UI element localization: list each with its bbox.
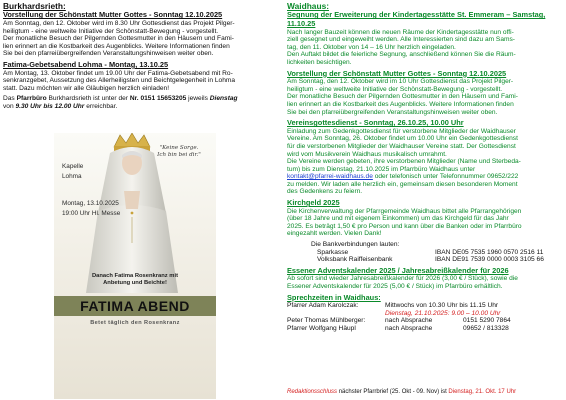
text-line: Sie bei den pfarreiübergreifenden Veranstaltungshinweisen weiter oben. (287, 108, 498, 116)
section-heading-fatima: Fatima-Gebetsabend Lohma - Montag, 13.10.25 (3, 59, 169, 69)
email-link[interactable]: kontakt@pfarrei-waidhaus.de (287, 173, 373, 181)
text-line: Den Auftakt bildet die feierliche Segnung, anschließend können Sie die Räum- (287, 51, 516, 59)
text-line: Am Sonntag, den 12. Oktober wird im 8.30 Uhr Gottesdienst das Projekt Pilger- (3, 20, 235, 27)
text-line: 2025. Es beträgt 1,50 € pro Person und kann über die Banken oder im Pfarrbüro (287, 222, 522, 230)
section-heading-kita-1: Segnung der Erweiterung der Kindertagesstätte St. Emmeram – Samstag, (287, 10, 546, 20)
footer-deadline: Redaktionsschluss nächster Pfarrbrief (25. Okt - 09. Nov) ist Dienstag, 21. Okt. 17 Uhr (287, 389, 517, 395)
bank-name: Sparkasse (317, 248, 349, 256)
poster-rosary-text (54, 273, 216, 288)
right-title: Waidhaus: (287, 1, 330, 11)
text-line: Einladung zum Gedenkgottesdienst für verstorbene Mitglieder der Waidhauser (287, 127, 516, 135)
hours-row: Peter Thomas Mühlberger: nach Absprache 0151 5290 7864 (287, 317, 511, 325)
text-line: Die Vereine werden gebeten, ihre verstorbenen Mitglieder (Name und Sterbeda- (287, 158, 521, 166)
text-line: Am Montag, 13. Oktober findet um 19.00 Uhr der Fatima-Gebetsabend mit Ro- (3, 69, 233, 77)
section-heading-kalender: Essener Adventskalender 2025 / Jahresabreißkalender für 2026 (287, 265, 509, 275)
email-line: kontakt@pfarrei-waidhaus.de oder telefonisch unter Telefonnummer 09652/222 (287, 173, 519, 181)
poster-prayer: Betet täglich den Rosenkranz (90, 320, 180, 326)
text-line: heiligtum - eine weltweite Initiative der Schönstatt-Bewegung - vorgestellt. (3, 27, 219, 35)
text-line: Am Sonntag, den 12. Oktober wird im 10 Uhr Gottesdienst das Projekt Pilger- (287, 78, 514, 86)
bank-row (287, 256, 563, 264)
poster-date: Montag, 13.10.2025 (62, 200, 119, 207)
poster-place-2: Lohma (62, 173, 82, 180)
poster-quote: "Keine Sorge. Ich bin bei dir." (157, 145, 201, 158)
bank-row (287, 249, 563, 257)
section-heading-sprechzeiten: Sprechzeiten in Waidhaus: (287, 292, 381, 302)
text-line: wird vom Musikverein Waidhaus musikalisch umrahmt. (287, 150, 447, 158)
text-line: Die Kirchenverwaltung der Pfarrgemeinde Waidhaus bittet alle Pfarrangehörigen (287, 207, 522, 215)
text-line: Essener Adventskalender für 2025 (5,00 € / Stück) im Pfarrbüro erhältlich. (287, 283, 503, 290)
fatima-poster (54, 133, 216, 399)
section-heading-kita-2: 11.10.25 (287, 19, 316, 28)
left-column (3, 2, 273, 111)
poster-rosary-line-1: Danach Fatima Rosenkranz mit (91, 273, 178, 279)
hours-row: Dienstag, 21.10.2025: 9.00 – 10.00 Uhr (385, 309, 501, 317)
poster-banner: FATIMA ABEND (54, 296, 216, 316)
section-heading-schoenstatt-waidhaus: Vorstellung der Schönstatt Mutter Gottes - Sonntag 12.10.2025 (287, 68, 507, 78)
hours-row: Pfarrer Adam Karolczak: Mittwochs von 10.30 Uhr bis 11.15 Uhr (287, 302, 499, 310)
text-line: lien erinnert an die Kostbarkeit des Augenblicks. Weitere Informationen finden (3, 42, 230, 50)
section-text-schoenstatt (3, 20, 273, 58)
bank-iban: IBAN DE91 7539 0000 0003 3105 66 (435, 256, 544, 264)
text-line: Der monatliche Besuch der Pilgernden Gottesmutter in den Häusern und Fami- (287, 93, 518, 101)
text-line: des Gedenkens zu feiern. (287, 188, 363, 196)
text-line: Der monatliche Besuch der Pilgernden Gottesmutter in den Häusern und Fami- (3, 35, 234, 43)
left-title: Burkhardsrieth: (3, 1, 66, 11)
section-heading-kirchgeld: Kirchgeld 2025 (287, 198, 340, 208)
text-line: tag, den 11. Oktober von 14 – 16 Uhr herzlich eingeladen. (287, 43, 456, 51)
hours-row: Pfarrer Wolfgang Häupl nach Absprache 09652 / 813328 (287, 324, 509, 332)
bank-name: Volksbank Raiffeisenbank (317, 256, 393, 264)
section-heading-schoenstatt: Vorstellung der Schönstatt Mutter Gottes - Sonntag 12.10.2025 (3, 10, 223, 20)
poster-place-1: Kapelle (62, 163, 84, 170)
section-heading-vereinsgottesdienst: Vereinsgottesdienst - Sonntag, 26.10.25, 10.00 Uhr (287, 118, 464, 128)
text-line: Ab sofort sind wieder Jahresabreißkalender für 2026 (3,00 € / Stück), sowie die (287, 275, 518, 283)
bank-iban: IBAN DE05 7535 1960 0570 2516 11 (435, 248, 544, 256)
text-line: eingezahlt werden. Vielen Dank! (287, 230, 382, 238)
text-line: tum) bis zum Dienstag, 21.10.2025 im Pfarrbüro Waidhaus unter (287, 165, 476, 173)
office-hours-text-2: von 9.30 Uhr bis 12.00 Uhr erreichbar. (3, 102, 118, 110)
text-line: heiligtum - eine weltweite Initiative der Schönstatt-Bewegung - vorgestellt. (287, 85, 503, 93)
text-line: ziell gesegnet und eingeweiht werden. Alle Interessierten sind dazu am Sams- (287, 36, 515, 44)
text-line: (über 18 Jahre und mit eigenem Einkommen) um das Kirchgeld für das Jahr (287, 215, 509, 223)
section-text-fatima (3, 70, 273, 93)
office-hours-text: Das Pfarrbüro Burkhardsrieth ist unter der Nr. 0151 15653205 jeweils Dienstag (3, 95, 238, 103)
text-line: zu melden. Wir laden alle herzlich ein, gemeinsam diesen besonderen Moment (287, 180, 518, 188)
text-line: senkranzgebet, Aussetzung des Allerheiligsten und Beichtgelegenheit in Lohma (3, 77, 236, 85)
text-line: statt. Dazu möchten wir alle Gläubigen herzlich einladen! (3, 84, 170, 92)
right-column (287, 2, 563, 333)
text-line: lichkeiten besichtigen. (287, 58, 352, 66)
bank-intro: Die Bankverbindungen lauten: (311, 241, 400, 249)
text-line: Vereine. Am Sonntag, 26. Oktober findet um 10.00 Uhr ein Gedenkgottesdienst (287, 135, 518, 143)
poster-time: 19:00 Uhr Hl. Messe (62, 210, 121, 217)
text-line: lien erinnert an die Kostbarkeit des Augenblicks. Weitere Informationen finden (287, 100, 514, 108)
text-line: Sie bei den pfarreiübergreifenden Veranstaltungshinweisen weiter oben. (3, 50, 214, 58)
text-line: Nach langer Bauzeit können die neuen Räume der Kindertagesstätte nun offi- (287, 28, 514, 36)
text-line: für die verstorbenen Mitglieder der Waidhauser Vereine statt. Der Gottesdienst (287, 142, 516, 150)
poster-rosary-line-2: Anbetung und Beichte! (103, 280, 167, 287)
